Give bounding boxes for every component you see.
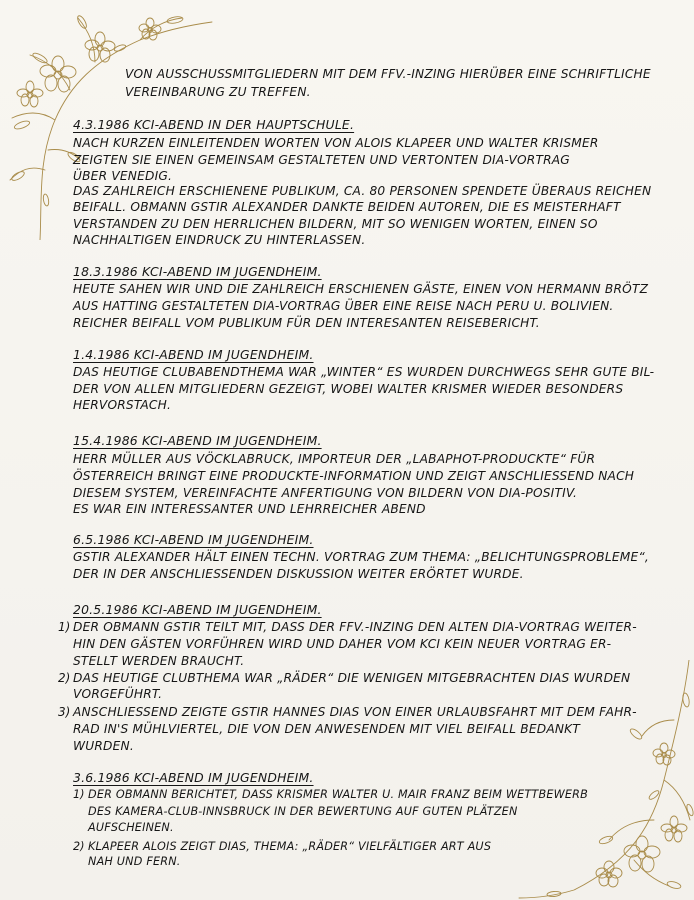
entry-line: HERR MÜLLER AUS VÖCKLABRUCK, IMPORTEUR DER „LABAPHOT-PRODUCKTE“ FÜR bbox=[73, 452, 596, 466]
entry-line: KLAPEER ALOIS ZEIGT DIAS, THEMA: „RÄDER“ VIELFÄLTIGER ART AUS bbox=[88, 840, 492, 853]
floral-ornament-bottom-right-icon bbox=[514, 660, 694, 900]
entry-line: BEIFALL. OBMANN GSTIR ALEXANDER DANKTE BEIDEN AUTOREN, DIE ES MEISTERHAFT bbox=[73, 200, 621, 214]
entry-heading: 15.4.1986 KCI-ABEND IM JUGENDHEIM. bbox=[73, 433, 322, 448]
entry-line: DIESEM SYSTEM, VEREINFACHTE ANFERTIGUNG VON BILDERN VON DIA-POSITIV. bbox=[73, 486, 578, 500]
entry-line: GSTIR ALEXANDER HÄLT EINEN TECHN. VORTRAG ZUM THEMA: „BELICHTUNGSPROBLEME“, bbox=[73, 550, 649, 564]
entry-line: AUFSCHEINEN. bbox=[88, 821, 174, 834]
item-number: 1) bbox=[58, 620, 71, 634]
entry-line: NACHHALTIGEN EINDRUCK ZU HINTERLASSEN. bbox=[73, 233, 366, 247]
entry-heading: 1.4.1986 KCI-ABEND IM JUGENDHEIM. bbox=[73, 347, 314, 362]
entry-line: NAH UND FERN. bbox=[88, 855, 181, 868]
entry-line: HERVORSTACH. bbox=[73, 398, 172, 412]
entry-line: DER OBMANN GSTIR TEILT MIT, DASS DER FFV.-INZING DEN ALTEN DIA-VORTRAG WEITER- bbox=[73, 620, 637, 634]
entry-line: DER VON ALLEN MITGLIEDERN GEZEIGT, WOBEI WALTER KRISMER WIEDER BESONDERS bbox=[73, 382, 624, 396]
entry-line: HIN DEN GÄSTEN VORFÜHREN WIRD UND DAHER VOM KCI KEIN NEUER VORTRAG ER- bbox=[73, 637, 612, 651]
entry-line: DAS ZAHLREICH ERSCHIENENE PUBLIKUM, CA. 80 PERSONEN SPENDETE ÜBERAUS REICHEN bbox=[73, 184, 652, 198]
entry-heading: 3.6.1986 KCI-ABEND IM JUGENDHEIM. bbox=[73, 770, 314, 785]
entry-line: ES WAR EIN INTERESSANTER UND LEHRREICHER ABEND bbox=[73, 502, 426, 516]
entry-line: REICHER BEIFALL VOM PUBLIKUM FÜR DEN INTERESANTEN REISEBERICHT. bbox=[73, 316, 540, 330]
entry-heading: 6.5.1986 KCI-ABEND IM JUGENDHEIM. bbox=[73, 532, 314, 547]
item-number: 3) bbox=[58, 705, 71, 719]
entry-heading: 20.5.1986 KCI-ABEND IM JUGENDHEIM. bbox=[73, 602, 322, 617]
entry-heading: 4.3.1986 KCI-ABEND IN DER HAUPTSCHULE. bbox=[73, 117, 355, 132]
entry-line: NACH KURZEN EINLEITENDEN WORTEN VON ALOIS KLAPEER UND WALTER KRISMER bbox=[73, 136, 599, 150]
intro-line: VON AUSSCHUSSMITGLIEDERN MIT DEM FFV.-INZING HIERÜBER EINE SCHRIFTLICHE bbox=[125, 67, 651, 81]
intro-line: VEREINBARUNG ZU TREFFEN. bbox=[125, 85, 311, 99]
entry-line: ÜBER VENEDIG. bbox=[73, 169, 173, 183]
entry-heading: 18.3.1986 KCI-ABEND IM JUGENDHEIM. bbox=[73, 264, 322, 279]
item-number: 2) bbox=[73, 840, 85, 853]
entry-line: WURDEN. bbox=[73, 739, 134, 753]
entry-line: DER OBMANN BERICHTET, DASS KRISMER WALTER U. MAIR FRANZ BEIM WETTBEWERB bbox=[88, 788, 588, 801]
entry-line: DER IN DER ANSCHLIESSENDEN DISKUSSION WEITER ERÖRTET WURDE. bbox=[73, 567, 524, 581]
entry-line: DAS HEUTIGE CLUBABENDTHEMA WAR „WINTER“ ES WURDEN DURCHWEGS SEHR GUTE BIL- bbox=[73, 365, 655, 379]
entry-line: ZEIGTEN SIE EINEN GEMEINSAM GESTALTETEN UND VERTONTEN DIA-VORTRAG bbox=[73, 153, 570, 167]
entry-line: DAS HEUTIGE CLUBTHEMA WAR „RÄDER“ DIE WENIGEN MITGEBRACHTEN DIAS WURDEN bbox=[73, 671, 631, 685]
entry-line: RAD IN'S MÜHLVIERTEL, DIE VON DEN ANWESENDEN MIT VIEL BEIFALL BEDANKT bbox=[73, 722, 581, 736]
entry-line: ÖSTERREICH BRINGT EINE PRODUCKTE-INFORMATION UND ZEIGT ANSCHLIESSEND NACH bbox=[73, 469, 635, 483]
entry-line: HEUTE SAHEN WIR UND DIE ZAHLREICH ERSCHIENEN GÄSTE, EINEN VON HERMANN BRÖTZ bbox=[73, 282, 649, 296]
entry-line: DES KAMERA-CLUB-INNSBRUCK IN DER BEWERTUNG AUF GUTEN PLÄTZEN bbox=[88, 805, 518, 818]
entry-line: VERSTANDEN ZU DEN HERRLICHEN BILDERN, MIT SO WENIGEN WORTEN, EINEN SO bbox=[73, 217, 598, 231]
entry-line: STELLT WERDEN BRAUCHT. bbox=[73, 654, 245, 668]
entry-line: ANSCHLIESSEND ZEIGTE GSTIR HANNES DIAS VON EINER URLAUBSFAHRT MIT DEM FAHR- bbox=[73, 705, 637, 719]
item-number: 2) bbox=[58, 671, 71, 685]
entry-line: AUS HATTING GESTALTETEN DIA-VORTRAG ÜBER EINE REISE NACH PERU U. BOLIVIEN. bbox=[73, 299, 614, 313]
item-number: 1) bbox=[73, 788, 85, 801]
entry-line: VORGEFÜHRT. bbox=[73, 687, 163, 701]
